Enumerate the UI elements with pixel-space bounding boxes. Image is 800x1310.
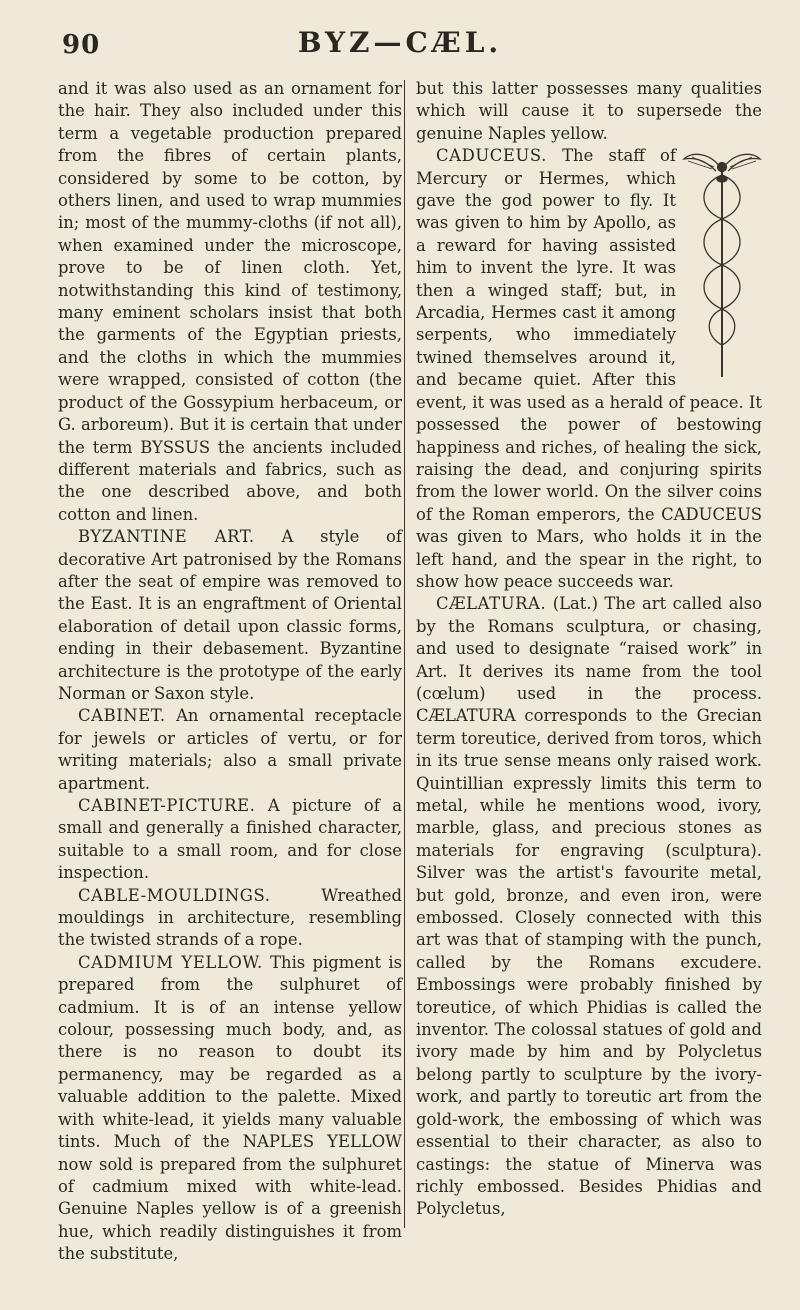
running-head: BYZ—CÆL. [297, 26, 503, 59]
entry-text: and it was also used as an ornament for the hair. They also included under this term a vegetable production prepared from the fibres of certain plants, considered by some to be cotton, by others linen, and used to wrap mummies in; most of the mummy-cloths (if not all), when examined under the microscope, prove to be of linen cloth. Yet, notwithstanding this kind of testimony, many eminent scholars insist that both the garments of the Egyptian priests, and the cloths in which the mummies were wrapped, consisted of cotton (the product of the Gossypium herbaceum, or G. arboreum). But it is certain that under the term BYSSUS the ancients included different materials and fabrics, such as the one described above, and both cotton and linen. [58, 79, 402, 524]
entry-cabinet [58, 705, 402, 795]
entry-cadmium-yellow [58, 952, 402, 1266]
column-divider [404, 80, 405, 1228]
entry-caelatura [416, 593, 762, 1220]
entry-text: Wreathed mouldings in architecture, resembling the twisted strands of a rope. [58, 885, 402, 950]
right-column [416, 78, 762, 1221]
entry-text: A picture of a small and generally a finished character, suitable to a small room, and for close inspection. [58, 796, 402, 883]
entry-headword: CADMIUM YELLOW. [78, 952, 263, 972]
entry-headword: CÆLATURA. [436, 594, 547, 614]
entry-text: but this latter possesses many qualities which will cause it to supersede the genuine Naples yellow. [416, 79, 762, 143]
entry-cable-mouldings [58, 885, 402, 952]
entry-headword: CABINET-PICTURE. [78, 796, 256, 815]
caduceus-illustration-icon [682, 147, 762, 379]
entry-headword: CABLE-MOULDINGS. [78, 885, 271, 905]
entry-text: This pigment is prepared from the sulphuret of cadmium. It is of an intense yellow colour, possessing much body, and, as there is no reason to doubt its permanency, may be regarded as a valuable addition to the palette. Mixed with white-lead, it yields many valuable tints. Much of the NAPLES YELLOW now sold is prepared from the sulphuret of cadmium mixed with white-lead. Genuine Naples yellow is of a greenish hue, which readily distinguishes it from the substitute, [58, 952, 402, 1264]
entry-headword: BYZANTINE ART. [78, 527, 255, 547]
entry-flax-continued [58, 78, 402, 526]
entry-headword: CADUCEUS. [436, 146, 547, 166]
entry-headword: CABINET. [78, 706, 166, 726]
entry-text: (Lat.) The art called also by the Romans sculptura, or chasing, and used to designate “raised work” in Art. It derives its name from the tool (cœlum) used in the process. CÆLATURA corresponds to the Grecian term toreutice, derived from toros, which in its true sense means only raised work. Quintillian expressly limits this term to metal, while he mentions wood, ivory, marble, glass, and precious stones as materials for engraving (sculptura). Silver was the artist's favourite metal, but gold, bronze, and even iron, were embossed. Closely connected with this art was that of stamping with the punch, called by the Romans excudere. Embossings were probably finished by toreutice, of which Phidias is called the inventor. The colossal statues of gold and ivory made by him and by Polycletus belong partly to sculpture by the ivory-work, and partly to toreutic art from the gold-work, the embossing of which was essential to their character, as also to castings: the statue of Minerva was richly embossed. Besides Phidias and Polycletus, [416, 594, 762, 1219]
entry-byzantine-art [58, 526, 402, 705]
entry-cadmium-continued [416, 78, 762, 145]
page-number: 90 [62, 30, 101, 60]
entry-text: The staff of Mercury or Hermes, which gave the god power to fly. It was given to him by Apollo, as a reward for having assisted him to invent the lyre. It was then a winged staff; but, in Arcadia, Hermes cast it among serpents, who immediately twined themselves around it, and became quiet. After this event, it was used as a herald of peace. It possessed the power of bestowing happiness and riches, of healing the sick, raising the dead, and conjuring spirits from the lower world. On the silver coins of the Roman emperors, the CADUCEUS was given to Mars, who holds it in the left hand, and the spear in the right, to show how peace succeeds war. [416, 146, 762, 591]
entry-cabinet-picture [58, 795, 402, 885]
left-column [58, 78, 402, 1266]
entry-text: An ornamental receptacle for jewels or articles of vertu, or for writing materials; also a small private apartment. [58, 706, 402, 793]
entry-text: A style of decorative Art patronised by the Romans after the seat of empire was removed to the East. It is an engraftment of Oriental elaboration of detail upon classic forms, ending in their debasement. Byzantine architecture is the prototype of the early Norman or Saxon style. [58, 527, 402, 703]
